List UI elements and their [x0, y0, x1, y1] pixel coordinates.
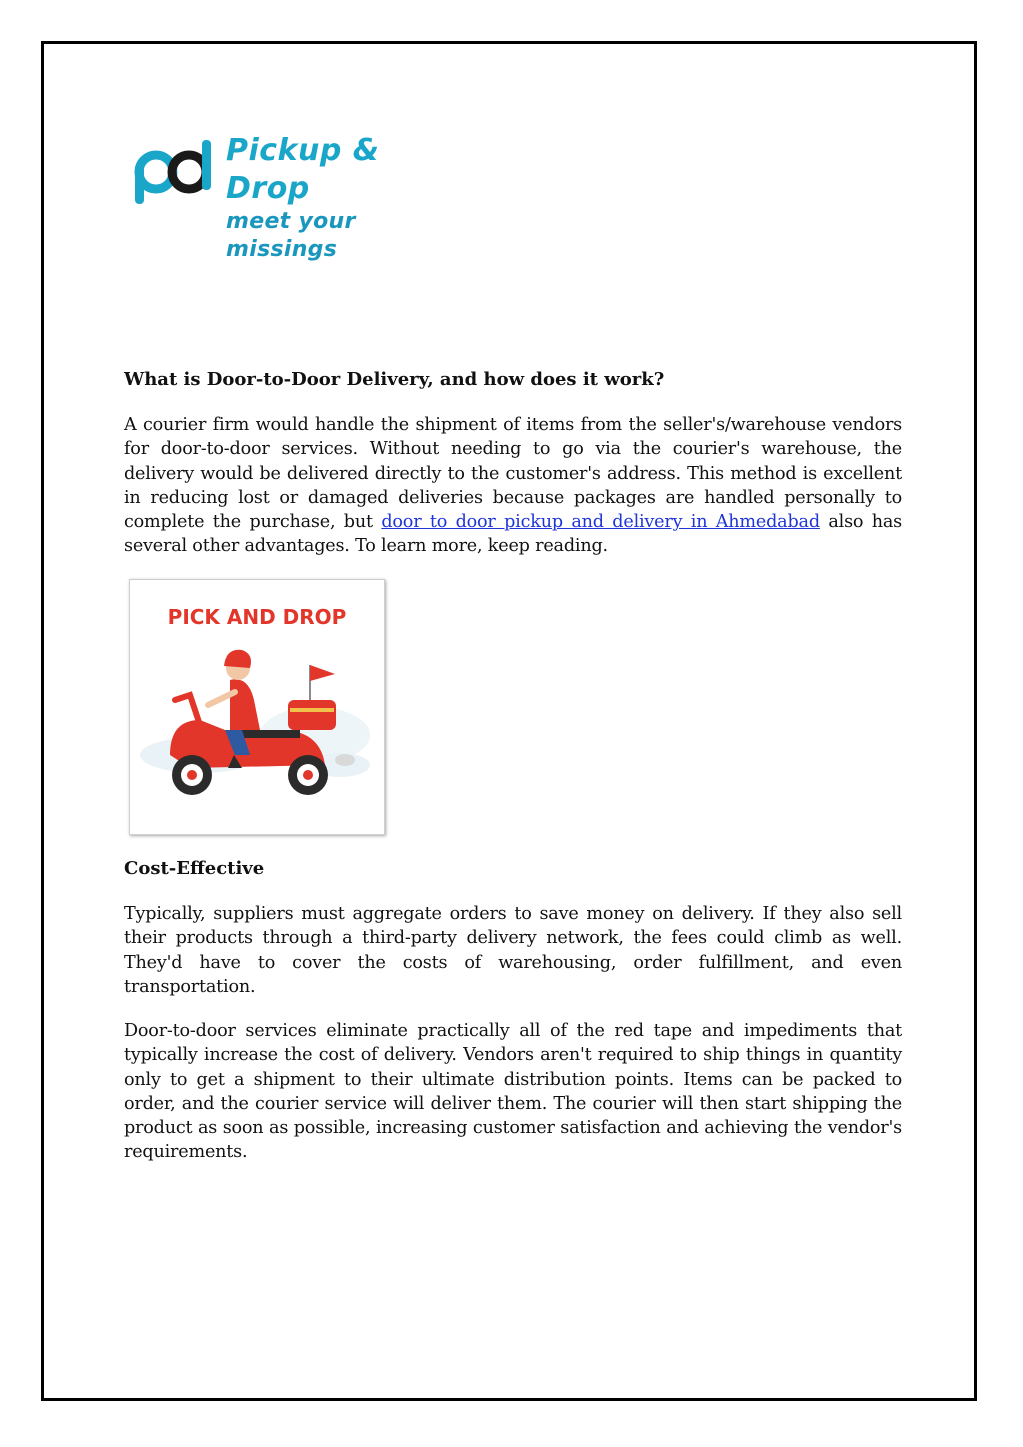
intro-paragraph — [124, 413, 902, 559]
pick-and-drop-illustration — [129, 579, 385, 835]
page-frame — [41, 41, 977, 1401]
scooter-rider-illustration — [130, 580, 384, 834]
cost-paragraph-1: Typically, suppliers must aggregate orders to save money on delivery. If they also sell their products through a third-party delivery network, the fees could climb as well. They'd have to cover the costs of warehousing, order fulfillment, and even transportation. — [124, 904, 902, 997]
brand-tagline: meet your missings — [226, 209, 356, 262]
brand-logo — [132, 132, 472, 262]
brand-text — [226, 132, 472, 264]
ahmedabad-delivery-link[interactable]: door to door pickup and delivery in Ahmedabad — [381, 512, 820, 533]
intro-text-start: A courier firm would handle the shipment of items from the seller's/warehouse vendors for door-to-door services. Without needing to go via the courier's warehouse, the delivery would be delivered directly to the customer's address. This method is excellent in reducing lost or damaged deliveries because packages are handled personally to complete the purchase, but — [124, 415, 902, 533]
pd-logo-icon — [132, 132, 214, 212]
intro-heading: What is Door-to-Door Delivery, and how does it work? — [124, 369, 665, 390]
cost-effective-heading: Cost-Effective — [124, 858, 265, 879]
intro-text-end: also has several other advantages. To learn more, keep reading. — [124, 512, 902, 557]
illustration-caption: PICK AND DROP — [167, 605, 347, 629]
brand-name: Pickup & Drop — [226, 133, 380, 206]
cost-paragraph-2: Door-to-door services eliminate practically all of the red tape and impediments that typically increase the cost of delivery. Vendors aren't required to ship things in quantity only to get a shipment to their ultimate distribution points. Items can be packed to order, and the courier service will deliver them. The courier will then start shipping the product as soon as possible, increasing customer satisfaction and achieving the vendor's requirements. — [124, 1021, 902, 1163]
